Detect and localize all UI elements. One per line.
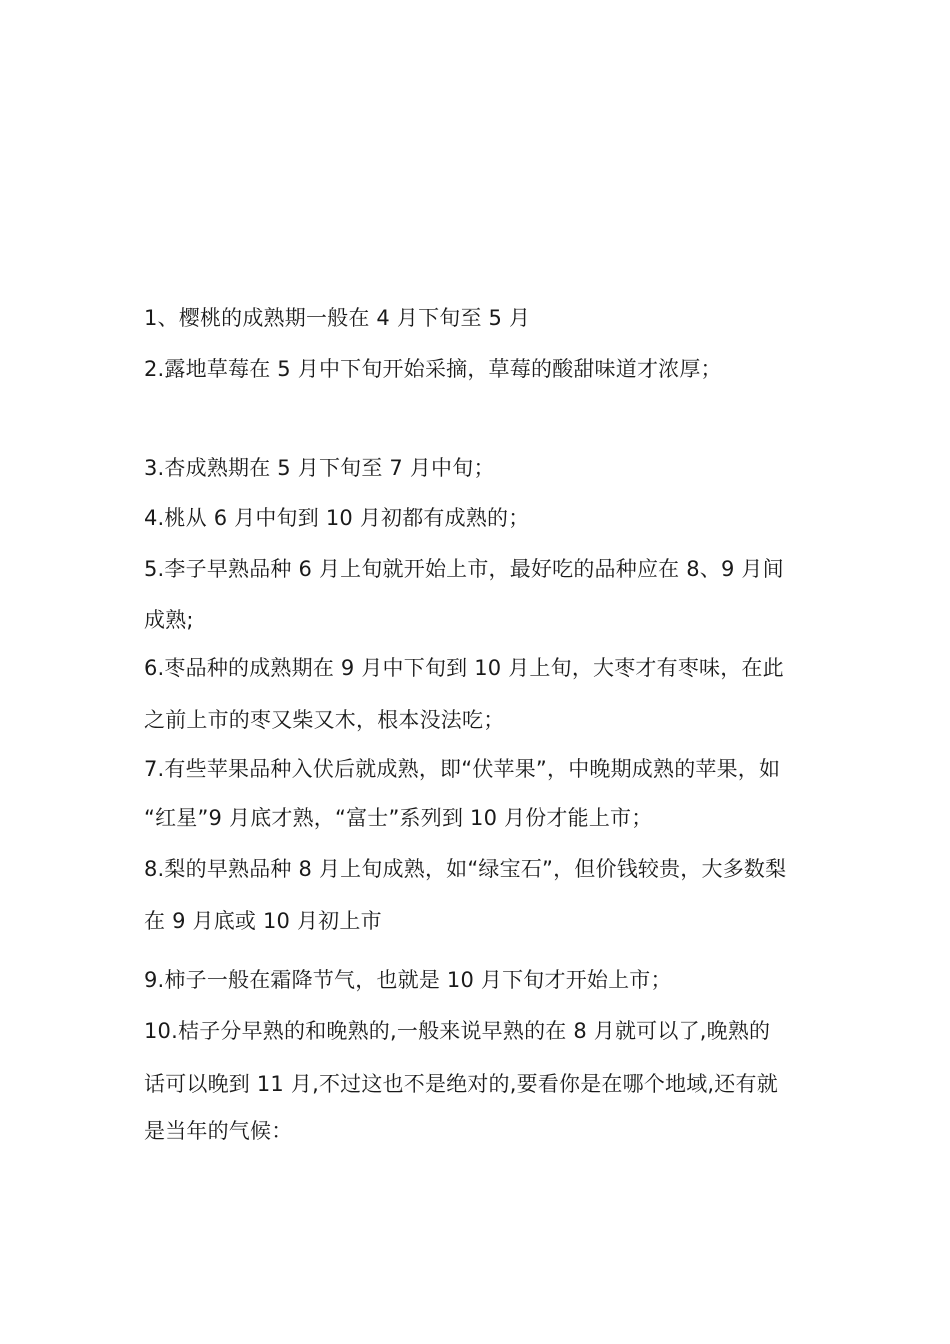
line-7: 6.枣品种的成熟期在 9 月中下旬到 10 月上旬，大枣才有枣味，在此	[144, 656, 784, 680]
line-3: 3.杏成熟期在 5 月下旬至 7 月中旬；	[144, 456, 495, 480]
line-13: 9.柿子一般在霜降节气，也就是 10 月下旬才开始上市；	[144, 968, 672, 992]
line-9: 7.有些苹果品种入伏后就成熟，即“伏苹果”，中晚期成熟的苹果，如	[144, 757, 781, 781]
line-12: 在 9 月底或 10 月初上市	[144, 909, 382, 933]
line-14: 10.桔子分早熟的和晚熟的,一般来说早熟的在 8 月就可以了,晚熟的	[144, 1019, 771, 1043]
line-8: 之前上市的枣又柴又木，根本没法吃；	[144, 708, 505, 732]
line-16: 是当年的气候：	[144, 1119, 293, 1143]
line-6: 成熟;	[144, 608, 194, 632]
line-11: 8.梨的早熟品种 8 月上旬成熟，如“绿宝石”，但价钱较贵，大多数梨	[144, 857, 787, 881]
line-1: 1、樱桃的成熟期一般在 4 月下旬至 5 月	[144, 306, 531, 330]
line-4: 4.桃从 6 月中旬到 10 月初都有成熟的；	[144, 506, 530, 530]
line-15: 话可以晚到 11 月,不过这也不是绝对的,要看你是在哪个地域,还有就	[144, 1072, 778, 1096]
line-5: 5.李子早熟品种 6 月上旬就开始上市，最好吃的品种应在 8、9 月间	[144, 557, 784, 581]
line-10: “红星”9 月底才熟，“富士”系列到 10 月份才能上市；	[144, 806, 653, 830]
line-2: 2.露地草莓在 5 月中下旬开始采摘，草莓的酸甜味道才浓厚；	[144, 357, 722, 381]
